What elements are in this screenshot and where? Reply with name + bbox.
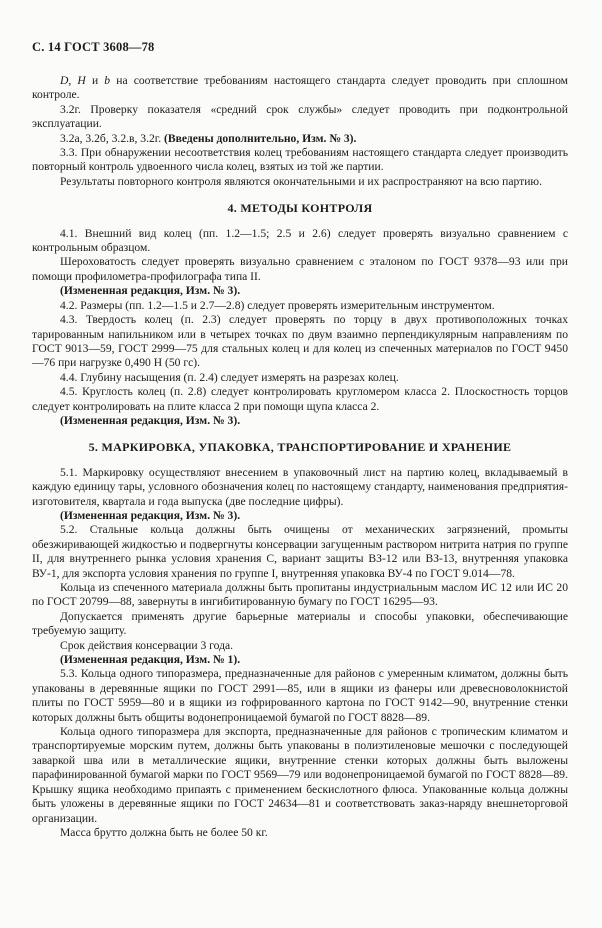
additions-items: 3.2а, 3.2б, 3.2.в, 3.2г. (60, 131, 165, 145)
paragraph-5-1: 5.1. Маркировку осуществляют внесением в упаковочный лист на партию колец, вкладываемый в каждую единицу тары, условного обозначения колец по настоящему стандарту, наименования предприятия-изготовителя, квартала и года выпуска (две последние цифры). (32, 465, 568, 508)
amendment-note: (Измененная редакция, Изм. № 3). (60, 284, 241, 298)
paragraph-4-2: 4.2. Размеры (пп. 1.2—1.5 и 2.7—2.8) следует проверять измерительным инструментом. (60, 298, 495, 312)
paragraph-5-3-export: Кольца одного типоразмера для экспорта, предназначенные для районов с тропическим климатом и транспортируемые морским путем, должны быть упакованы в полиэтиленовые мешочки с последующей заваркой шва или в металлические ящики, внутренние стенки которых должны быть выложены парафинированной бумагой марки по ГОСТ 9569—79 или водонепроницаемой бумагой по ГОСТ 8828—89. Крышку ящика необходимо припаять с применением бескислотного флюса. Упакованные кольца должны быть уложены в деревянные ящики по ГОСТ 24634—81 и соответствовать заказ-наряду внешнеторговой организации. (32, 725, 568, 825)
paragraph-4-4: 4.4. Глубину насыщения (п. 2.4) следует измерять на разрезах колец. (60, 370, 399, 384)
paragraph-5-3-mass: Масса брутто должна быть не более 50 кг. (60, 825, 268, 839)
section-5-title: 5. МАРКИРОВКА, УПАКОВКА, ТРАНСПОРТИРОВАНИЕ И ХРАНЕНИЕ (88, 440, 512, 455)
paragraph-5-2-sintered: Кольца из спеченного материала должны быть пропитаны индустриальным маслом ИС 12 или ИС 20 по ГОСТ 20799—88, завернуты в ингибитированную бумагу по ГОСТ 16295—93. (32, 581, 568, 609)
paragraph-5-2-alternatives: Допускается применять другие барьерные материалы и способы упаковки, обеспечивающие требуемую защиту. (32, 609, 568, 638)
paragraph-3-3: 3.3. При обнаружении несоответствия колец требованиям настоящего стандарта следует производить повторный контроль удвоенного числа колец, взятых из той же партии. (32, 146, 568, 174)
paragraph-4-1: 4.1. Внешний вид колец (пп. 1.2—1.5; 2.5 и 2.6) следует проверять визуально сравнением с контрольным образцом. (32, 226, 568, 255)
amendment-note: (Измененная редакция, Изм. № 3). (60, 508, 241, 522)
paragraph-3-continuation: D, H и b на соответствие требованиям настоящего стандарта следует проводить при сплошном контроле. (32, 74, 568, 102)
section-4-title: 4. МЕТОДЫ КОНТРОЛЯ (227, 201, 373, 216)
paragraph-4-3: 4.3. Твердость колец (п. 2.3) следует проверять по торцу в двух противоположных точках тарированным напильником или в четырех точках по двум взаимно перпендикулярным направлениям по ГОСТ 9013—59, ГОСТ 2999—75 для стальных колец и для колец из спеченных материалов по ГОСТ 9450—76 при нагрузке 0,490 Н (50 гс). (32, 313, 568, 370)
document-body (32, 74, 568, 840)
paragraph-5-2-term: Срок действия консервации 3 года. (60, 638, 234, 652)
paragraph-3-additions (32, 132, 568, 146)
paragraph-5-2: 5.2. Стальные кольца должны быть очищены от механических загрязнений, промыты обезжиривающей жидкостью и подвергнуты консервации загущенным раствором нитрита натрия по группе II, для внутреннего рынка условия хранения С, вариант защиты ВЗ-12 или ВЗ-13, внутренняя упаковка ВУ-1, для экспорта условия хранения по группе I, внутренняя упаковка ВУ-4 по ГОСТ 9.014—78. (32, 523, 568, 580)
amendment-note: (Введены дополнительно, Изм. № 3). (164, 131, 357, 145)
paragraph-5-3: 5.3. Кольца одного типоразмера, предназначенные для районов с умеренным климатом, должны быть упакованы в деревянные ящики по ГОСТ 2991—85, или в ящики из фанеры или древесноволокнистой плиты по ГОСТ 5959—80 и в ящики из гофрированного картона по ГОСТ 9142—90, внутренние стенки которых должны быть общиты водонепроницаемой бумагой по ГОСТ 8828—89. (32, 667, 568, 724)
paragraph-4-5: 4.5. Круглость колец (п. 2.8) следует контролировать кругломером класса 2. Плоскостность торцов следует контролировать на плите класса 2 при помощи щупа класса 2. (32, 385, 568, 413)
page-header: С. 14 ГОСТ 3608—78 (32, 40, 155, 54)
amendment-note: (Измененная редакция, Изм. № 3). (60, 413, 241, 427)
paragraph-3-3-results: Результаты повторного контроля являются окончательными и их распространяют на всю партию. (60, 174, 542, 188)
amendment-note: (Измененная редакция, Изм. № 1). (60, 653, 241, 667)
paragraph-3-2g: 3.2г. Проверку показателя «средний срок службы» следует проводить при подконтрольной эксплуатации. (32, 102, 568, 131)
paragraph-4-1-roughness: Шероховатость следует проверять визуально сравнением с эталоном по ГОСТ 9378—93 или при помощи профилометра-профилографа типа II. (32, 255, 568, 283)
